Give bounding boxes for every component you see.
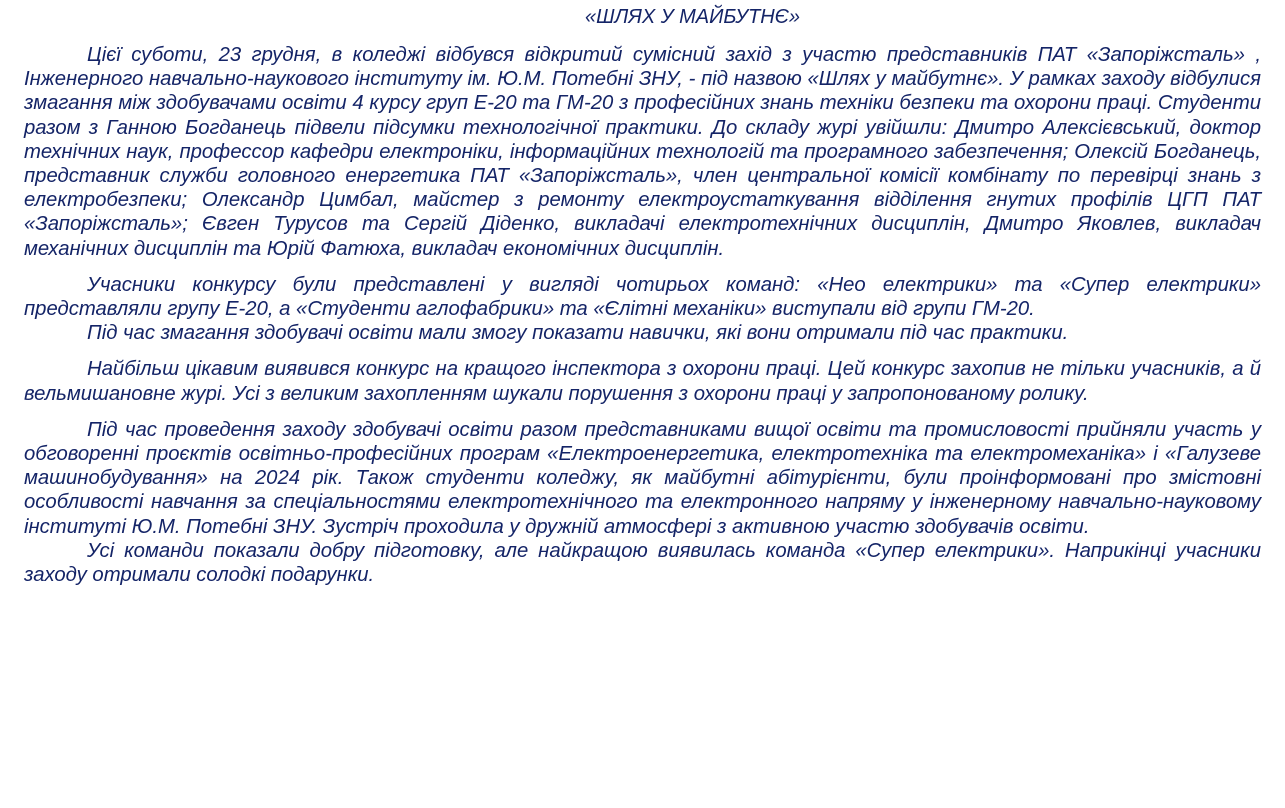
paragraph-intro: Цієї суботи, 23 грудня, в коледжі відбувся відкритий сумісний захід з участю представників ПАТ «Запоріжсталь» , Інженерного навчально-наукового інституту ім. Ю.М. Потебні ЗНУ, - під назвою «Шлях у майбутнє». У рамках заходу відбулися змагання між здобувачами освіти 4 курсу груп Е-20 та ГМ-20 з професійних знань техніки безпеки та охорони праці. Студенти разом з Ганною Богданець підвели підсумки технологічної практики. До складу журі увійшли: Дмитро Алексієвський, доктор технічних наук, профессор кафедри електроніки, інформаційних технологій та програмного забезпечення; Олексій Богданець, представник служби головного енергетика ПАТ «Запоріжсталь», член центральної комісії комбінату по перевірці знань з електробезпеки; Олександр Цимбал, майстер з ремонту електроустаткування відділення гнутих профілів ЦГП ПАТ «Запоріжсталь»; Євген Турусов та Сергій Діденко, викладачі електротехнічних дисциплін, Дмитро Яковлев, викладач механічних дисциплін та Юрій Фатюха, викладач економічних дисциплін. — [24, 44, 1261, 260]
paragraph-results: Усі команди показали добру підготовку, але найкращою виявилась команда «Супер електрики». Наприкінці учасники заходу отримали солодкі подарунки. — [24, 539, 1261, 587]
paragraph-teams: Учасники конкурсу були представлені у вигляді чотирьох команд: «Нео електрики» та «Супер електрики» представляли групу Е-20, а «Студенти аглофабрики» та «Єлітні механіки» виступали від групи ГМ-20. — [24, 273, 1261, 321]
document-title: «ШЛЯХ У МАЙБУТНЄ» — [584, 6, 801, 28]
paragraph-inspector-contest: Найбільш цікавим виявився конкурс на кращого інспектора з охорони праці. Цей конкурс захопив не тільки учасників, а й вельмишановне журі. Усі з великим захопленням шукали порушення з охорони праці у запропонованому ролику. — [24, 358, 1261, 405]
paragraph-programs-discussion: Під час проведення заходу здобувачі освіти разом представниками вищої освіти та промисловості прийняли участь у обговоренні проєктів освітньо-професійних програм «Електроенергетика, електротехніка та електромеханіка» і «Галузеве машинобудування» на 2024 рік. Також студенти коледжу, як майбутні абітурієнти, були проінформовані про змістовні особливості навчання за спеціальностями електротехнічного та електронного напряму у інженерному навчально-науковому інституті Ю.М. Потебні ЗНУ. Зустріч проходила у дружній атмосфері з активною участю здобувачів освіти. — [24, 418, 1261, 538]
paragraph-skills: Під час змагання здобувачі освіти мали змогу показати навички, які вони отримали під час практики. — [87, 322, 1069, 345]
